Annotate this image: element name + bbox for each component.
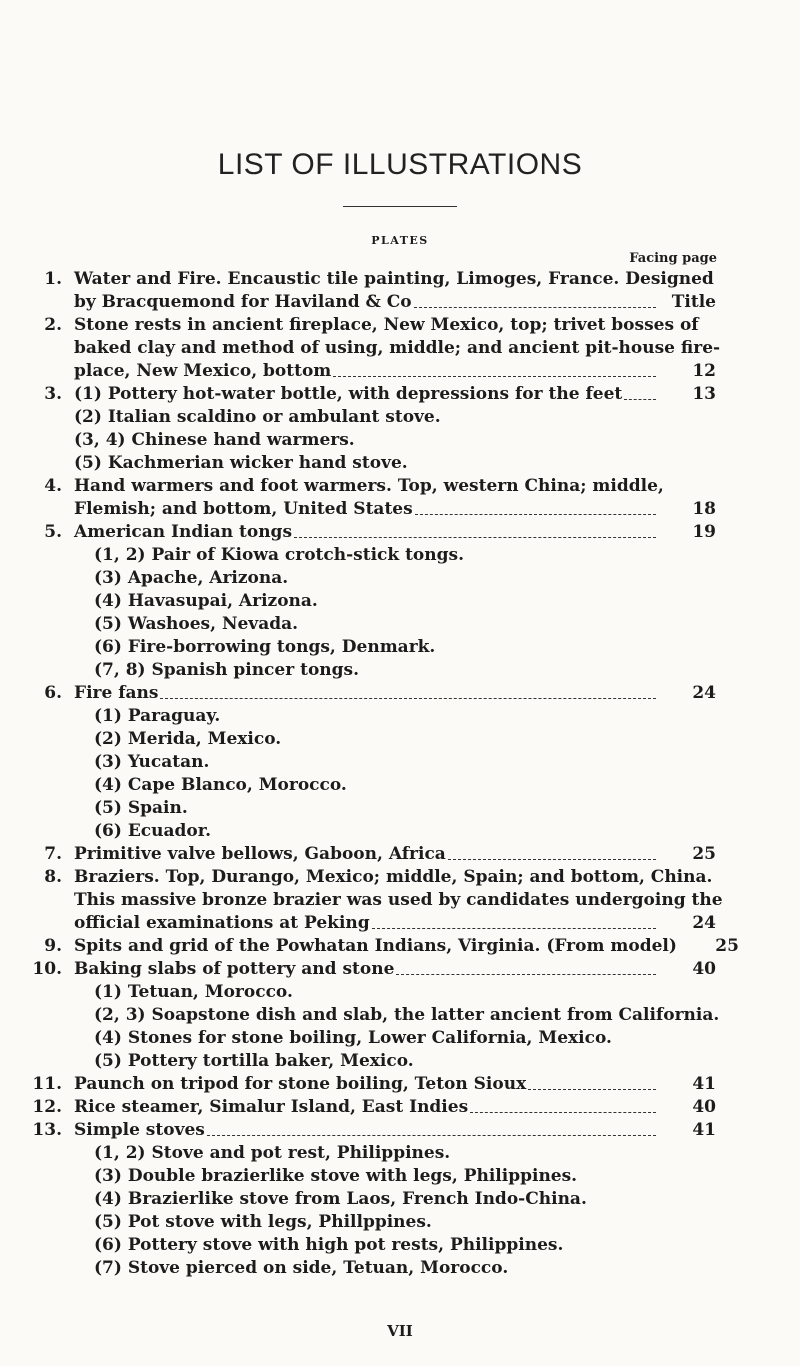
entry-text: (5) Kachmerian wicker hand stove. [74,453,408,473]
section-heading: PLATES [371,234,429,247]
entry-text: Spits and grid of the Powhatan Indians, Virginia. (From model) [74,936,677,956]
entry-text: (5) Pottery tortilla baker, Mexico. [94,1051,414,1071]
entry-text: Stone rests in ancient fireplace, New Mexico, top; trivet bosses of [74,315,699,335]
list-item [28,958,716,981]
entry-text: (1) Tetuan, Morocco. [94,982,293,1002]
list-item [28,360,716,383]
facing-page-number: Title [671,292,716,312]
entry-text: official examinations at Peking [74,913,370,933]
illustration-list [28,268,739,1280]
list-item [28,843,716,866]
entry-text: (7) Stove pierced on side, Tetuan, Morocco. [94,1258,509,1278]
list-item [28,889,723,912]
dot-leader [448,843,656,860]
entry-text: (4) Cape Blanco, Morocco. [94,775,347,795]
plate-number: 4. [44,476,62,496]
facing-page-number: 41 [692,1074,716,1094]
list-item [28,337,721,360]
dot-leader [624,383,656,400]
entry-text: (3) Double brazierlike stove with legs, Philippines. [94,1166,578,1186]
plate-number: 7. [44,844,62,864]
list-item [28,475,716,498]
list-item [28,383,716,406]
list-item [28,1073,716,1096]
facing-page-number: 40 [692,959,716,979]
entry-text: (1, 2) Stove and pot rest, Philippines. [94,1143,451,1163]
plate-number: 1. [44,269,62,289]
list-item [28,268,716,291]
entry-text: American Indian tongs [74,522,293,542]
entry-text: Primitive valve bellows, Gaboon, Africa [74,844,446,864]
entry-text: Paunch on tripod for stone boiling, Teton Sioux [74,1074,527,1094]
dot-leader [160,682,656,699]
list-item [28,774,716,797]
list-item [28,498,716,521]
list-item [28,659,716,682]
entry-text: (4) Havasupai, Arizona. [94,591,318,611]
entry-text: (3) Apache, Arizona. [94,568,289,588]
entry-text: by Bracquemond for Haviland & Co [74,292,412,312]
dot-leader [415,498,656,515]
plate-number: 6. [44,683,62,703]
facing-page-number: 18 [692,499,716,519]
entry-text: Rice steamer, Simalur Island, East Indies [74,1097,469,1117]
entry-text: (6) Pottery stove with high pot rests, Philippines. [94,1235,564,1255]
list-item [28,544,716,567]
entry-text: Baking slabs of pottery and stone [74,959,395,979]
facing-page-number: 19 [692,522,716,542]
facing-page-number: 41 [692,1120,716,1140]
entry-text: Flemish; and bottom, United States [74,499,413,519]
plate-number: 9. [44,936,62,956]
facing-page-number: 12 [692,361,716,381]
dot-leader [396,958,656,975]
plate-number: 5. [44,522,62,542]
entry-text: (4) Brazierlike stove from Laos, French Indo-China. [94,1189,587,1209]
entry-text: This massive bronze brazier was used by candidates undergoing the [74,890,723,910]
entry-text: (5) Washoes, Nevada. [94,614,299,634]
entry-text: baked clay and method of using, middle; and ancient pit-house fire- [74,338,721,358]
list-item [28,751,716,774]
list-item [28,567,716,590]
list-item [28,912,716,935]
plate-number: 3. [44,384,62,404]
list-item [28,935,739,958]
list-item [28,636,716,659]
dot-leader [528,1073,656,1090]
dot-leader [414,291,656,308]
list-item [28,1004,720,1027]
entry-text: place, New Mexico, bottom [74,361,332,381]
entry-text: Fire fans [74,683,159,703]
list-item [28,1211,716,1234]
entry-text: (6) Fire-borrowing tongs, Denmark. [94,637,436,657]
list-item [28,820,716,843]
list-item [28,866,716,889]
entry-text: (7, 8) Spanish pincer tongs. [94,660,360,680]
list-item [28,1165,716,1188]
entry-text: (1) Paraguay. [94,706,221,726]
plate-number: 12. [32,1097,62,1117]
dot-leader [470,1096,656,1113]
entry-text: Braziers. Top, Durango, Mexico; middle, Spain; and bottom, China. [74,867,713,887]
list-item [28,1257,716,1280]
entry-text: (4) Stones for stone boiling, Lower California, Mexico. [94,1028,612,1048]
entry-text: (2, 3) Soapstone dish and slab, the latter ancient from California. [94,1005,720,1025]
list-item [28,682,716,705]
list-item [28,981,716,1004]
facing-page-number: 24 [692,913,716,933]
dot-leader [207,1119,656,1136]
list-item [28,452,716,475]
entry-text: Hand warmers and foot warmers. Top, western China; middle, [74,476,664,496]
entry-text: Simple stoves [74,1120,205,1140]
list-item [28,1027,716,1050]
list-item [28,1119,716,1142]
entry-text: (2) Italian scaldino or ambulant stove. [74,407,441,427]
dot-leader [372,912,656,929]
plate-number: 10. [32,959,62,979]
plate-number: 11. [32,1074,62,1094]
facing-page-number: 24 [692,683,716,703]
entry-text: (3, 4) Chinese hand warmers. [74,430,355,450]
list-item [28,521,716,544]
entry-text: Water and Fire. Encaustic tile painting, Limoges, France. Designed [74,269,714,289]
page-title: LIST OF ILLUSTRATIONS [217,148,583,181]
facing-page-number: 25 [692,844,716,864]
list-item [28,1142,716,1165]
page-number: VII [387,1322,413,1340]
plate-number: 2. [44,315,62,335]
entry-text: (5) Spain. [94,798,188,818]
entry-text: (2) Merida, Mexico. [94,729,282,749]
entry-text: (1) Pottery hot-water bottle, with depressions for the feet [74,384,623,404]
list-item [28,1096,716,1119]
plate-number: 8. [44,867,62,887]
facing-page-number: 13 [692,384,716,404]
facing-page-label: Facing page [629,251,717,266]
entry-text: (6) Ecuador. [94,821,212,841]
entry-text: (1, 2) Pair of Kiowa crotch-stick tongs. [94,545,465,565]
list-item [28,1234,716,1257]
facing-page-number: 25 [715,936,739,956]
entry-text: (3) Yucatan. [94,752,210,772]
plate-number: 13. [32,1120,62,1140]
entry-text: (5) Pot stove with legs, Phillppines. [94,1212,432,1232]
list-item [28,728,716,751]
title-rule [343,206,457,207]
list-item [28,429,716,452]
facing-page-number: 40 [692,1097,716,1117]
list-item [28,1050,716,1073]
list-item [28,705,716,728]
list-item [28,291,716,314]
dot-leader [294,521,656,538]
list-item [28,314,716,337]
list-item [28,1188,716,1211]
list-item [28,613,716,636]
list-item [28,797,716,820]
dot-leader [333,360,656,377]
list-item [28,590,716,613]
list-item [28,406,716,429]
